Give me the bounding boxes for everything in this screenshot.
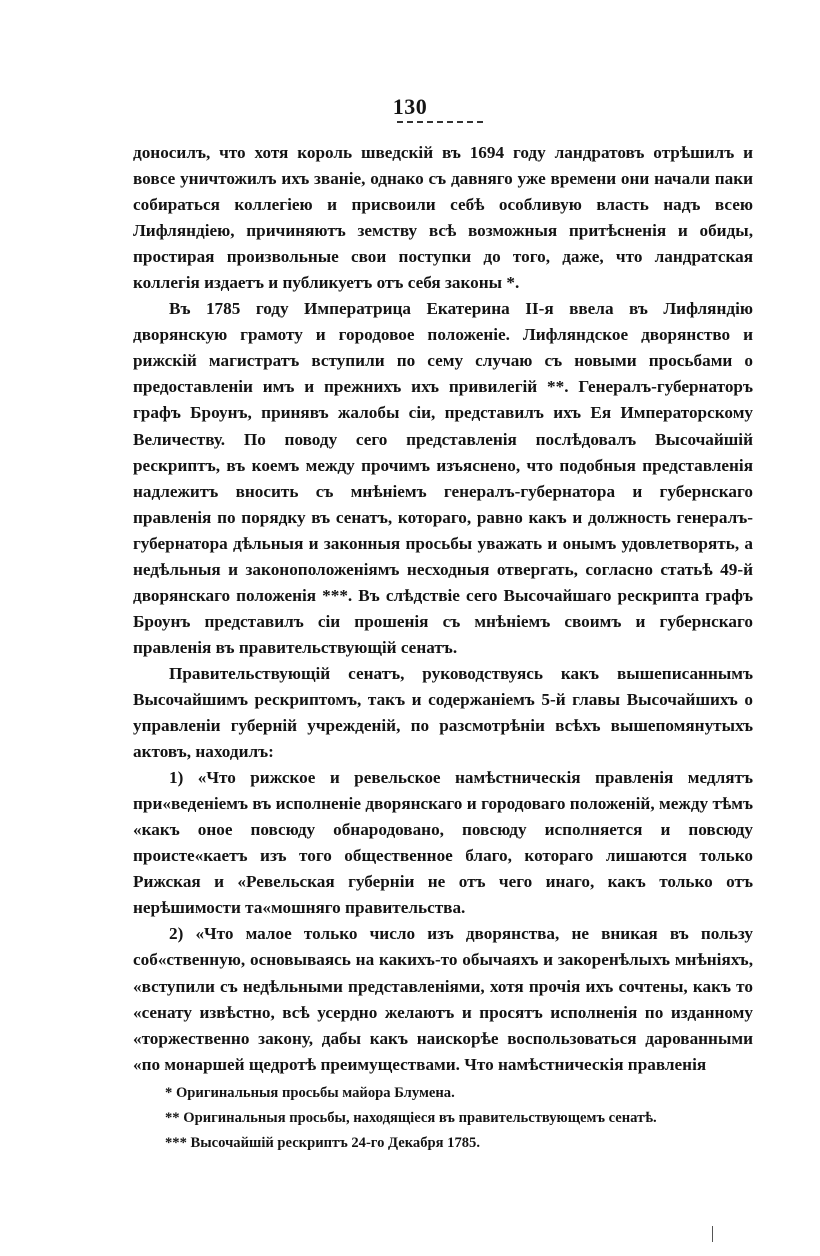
paragraph-point-1: 1) «Что рижское и ревельское намѣстническія правленія медлятъ при«веденіемъ въ исполненіе дворянскаго и городоваго положеній, между тѣмъ «какъ оное повсюду обнародовано, повсюду исполняется и повсюду проистe«каетъ изъ того общественное благо, котораго лишаются только Рижская и «Ревельская губерніи не отъ чего инаго, какъ только отъ нерѣшимости та«мошняго правительства. <box>133 768 753 918</box>
scan-edge-mark <box>712 1226 713 1242</box>
paragraph-point-2: 2) «Что малое только число изъ дворянства, не вникая въ пользу соб«ственную, основываясь на какихъ-то обычаяхъ и закоренѣлыхъ мнѣніяхъ, «вступили съ недѣльными представленіями, хотя прочія ихъ сочтены, какъ то «сенату извѣстно, всѣ усердно желаютъ и просятъ исполненія по изданному «торжественно закону, дабы какъ наискорѣе воспользоваться дарованными «по монаршей щедротѣ преимуществами. Что намѣстническія правленія <box>133 924 753 1074</box>
paragraph-senate: Правительствующій сенатъ, руководствуясь какъ вышеписаннымъ Высочайшимъ рескриптомъ, такъ и содержаніемъ 5-й главы Высочайшихъ о управленіи губерній учрежденій, по разсмотрѣніи всѣхъ вышепомянутыхъ актовъ, находилъ: <box>133 663 753 762</box>
page-number: 130 <box>392 94 428 119</box>
paragraph-1785: Въ 1785 году Императрица Екатерина II-я ввела въ Лифляндію дворянскую грамоту и городовое положеніе. Лифляндское дворянство и рижскій магистратъ вступили по сему случаю съ новыми просьбами о предоставленіи имъ и прежнихъ ихъ привилегій **. Генералъ-губернаторъ графъ Броунъ, принявъ жалобы сіи, представилъ ихъ Ея Императорскому Величеству. По поводу сего представленія послѣдовалъ Высочайшій рескриптъ, въ коемъ между прочимъ изъяснено, что подобныя представленія надлежитъ вносить съ мнѣніемъ генералъ-губернатора и губернскаго правленія по порядку въ сенатъ, котораго, равно какъ и должность генералъ-губернатора дѣльныя и законныя просьбы уважать и онымъ удовлетворять, а недѣльныя и законоположеніямъ несходныя отвергать, согласно статьѣ 49-й дворянскаго положенія ***. Въ слѣдствіе сего Высочайшаго рескрипта графъ Броунъ представилъ сіи прошенія съ мнѣніемъ своимъ и губернскаго правленія въ правительствующій сенатъ. <box>133 299 753 657</box>
footnotes <box>133 1081 753 1156</box>
footnote-3: *** Высочайшій рескриптъ 24-го Декабря 1785. <box>165 1135 480 1151</box>
body-text <box>133 140 753 1078</box>
footnote-1: * Оригинальныя просьбы майора Блумена. <box>165 1085 455 1101</box>
page-number-rule <box>397 121 483 123</box>
paragraph-continuation: доносилъ, что хотя король шведскій въ 1694 году ландратовъ отрѣшилъ и вовсе уничтожилъ ихъ званіе, однако съ давняго уже времени они начали паки собираться коллегіею и присвоили себѣ особливую власть надъ всею Лифляндіею, причиняютъ земству всѣ возможныя притѣсненія и обиды, простирая произвольные свои поступки до того, даже, что ландратская коллегія издаетъ и публикуетъ отъ себя законы *. <box>133 143 753 293</box>
footnote-2: ** Оригинальныя просьбы, находящіеся въ правительствующемъ сенатѣ. <box>165 1110 657 1126</box>
